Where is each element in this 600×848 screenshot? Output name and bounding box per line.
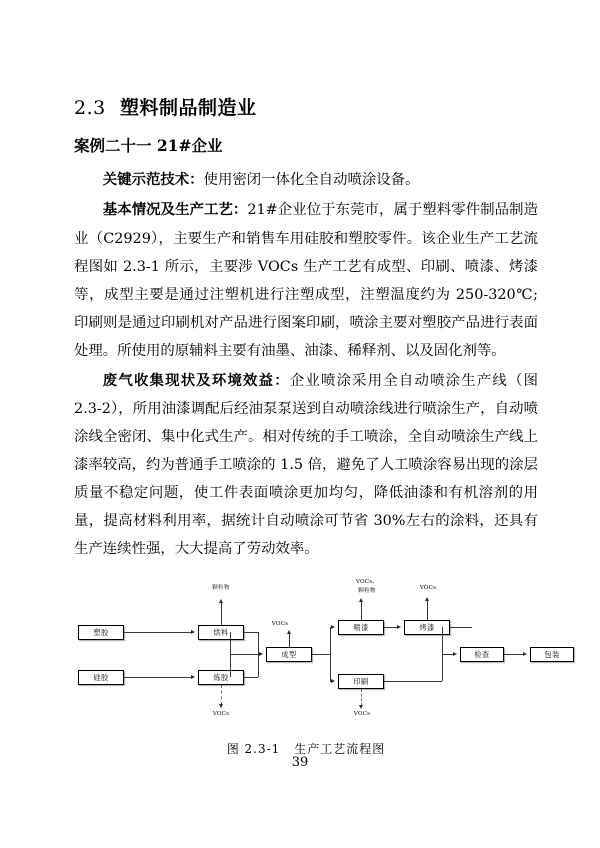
emission-label-printing: VOCs xyxy=(353,711,371,718)
edge-molding-out xyxy=(312,654,330,655)
arrowhead-inspect-packing xyxy=(523,652,527,656)
section-number: 2.3 xyxy=(74,97,106,119)
edge-baking-out xyxy=(450,627,472,628)
emission-label-baking: VOCs xyxy=(419,585,437,592)
emission-line-spray xyxy=(361,602,362,620)
paragraph-text-key-technology: 使用密闭一体化全自动喷涂设备。 xyxy=(203,172,420,189)
emission-line-molding xyxy=(289,634,290,647)
node-silicone: 硅胶 xyxy=(78,670,124,685)
emission-label-molding: VOCs xyxy=(271,621,289,628)
arrowhead-emission-molding xyxy=(287,630,291,634)
paragraph-key-technology xyxy=(74,166,538,194)
emission-label-drying: 颗粒物 xyxy=(212,585,230,592)
arrowhead-plastic-drying xyxy=(191,630,195,634)
node-packing: 包装 xyxy=(530,647,574,662)
arrowhead-silicone-mixing xyxy=(191,675,195,679)
edge-inspect-packing xyxy=(504,654,524,655)
emission-label-mixing: VOCs xyxy=(212,711,230,718)
edge-split-vertical xyxy=(330,627,331,681)
arrowhead-merge-molding xyxy=(259,652,263,656)
emission-label-spray-line1: VOCs、 xyxy=(355,579,379,586)
emission-dashed-mixing xyxy=(221,685,222,705)
section-heading xyxy=(74,96,538,121)
figure-caption-title: 生产工艺流程图 xyxy=(294,742,386,757)
emission-label-spray-line2: 颗粒物 xyxy=(358,588,376,595)
case-heading: 案例二十一 21#企业 xyxy=(74,135,223,155)
node-plastic: 塑胶 xyxy=(78,625,124,640)
figure-caption-number: 图 2.3-1 xyxy=(226,742,281,757)
arrowhead-spray-baking xyxy=(397,625,401,629)
edge-spray-baking xyxy=(384,627,398,628)
emission-dashed-printing xyxy=(361,689,362,706)
node-spray: 喷漆 xyxy=(338,620,384,635)
arrowhead-emission-baking xyxy=(425,597,429,601)
edge-merge-vertical xyxy=(230,632,231,677)
paragraph-exhaust-collection xyxy=(74,367,538,564)
node-inspect: 检查 xyxy=(460,647,504,662)
node-baking: 烤漆 xyxy=(404,620,450,635)
emission-line-baking xyxy=(427,601,428,620)
edge-silicone-mixing xyxy=(124,677,192,678)
node-drying: 烘料 xyxy=(198,625,244,640)
arrowhead-emission-mixing xyxy=(219,704,223,708)
arrowhead-split-printing xyxy=(331,679,335,683)
arrowhead-emission-spray xyxy=(359,598,363,602)
edge-drying-out xyxy=(244,632,258,633)
paragraph-basic-situation xyxy=(74,196,538,364)
emission-line-drying xyxy=(221,603,222,625)
arrowhead-emission-drying xyxy=(219,599,223,603)
paragraph-label-basic-situation: 基本情况及生产工艺： xyxy=(102,201,248,219)
paragraph-text-exhaust-collection: 企业喷涂采用全自动喷涂生产线（图 2.3-2），所用油漆调配后经油泵泵送到自动喷涂线进行喷涂生产，自动喷涂线全密闭、集中化式生产。相对传统的手工喷涂，全自动喷涂生产线上漆率较高，约为普通手工喷涂的 1.5 倍，避免了人工喷涂容易出现的涂层质量不稳定问题，使工件表面喷涂更加均匀，降低油漆和有机溶剂的用量，提高材料利用率，据统计自动喷涂可节省 30%左右的涂料，还具有生产连续性强，大大提高了劳动效率。 xyxy=(74,372,538,558)
node-mixing: 炼胶 xyxy=(198,670,244,685)
paragraph-text-basic-situation: 21#企业位于东莞市，属于塑料零件制品制造业（C2929），主要生产和销售车用硅胶和塑胶零件。该企业生产工艺流程图如 2.3-1 所示，主要涉 VOCs 生产工艺有成型、印刷、喷漆、烤漆等，成型主要是通过注塑机进行注塑成型，注塑温度约为 250-320℃; 印刷则是通过印刷机对产品进行图案印刷，喷涂主要对塑胶产品进行表面处理。所使用的原辅料主要有油墨、油漆、稀释剂、以及固化剂等。 xyxy=(74,202,538,359)
paragraph-label-exhaust-collection: 废气收集现状及环境效益： xyxy=(102,371,290,389)
edge-printing-out xyxy=(384,681,442,682)
arrowhead-converge-inspect xyxy=(453,652,457,656)
arrowhead-split-spray xyxy=(331,625,335,629)
page-number: 39 xyxy=(291,755,309,770)
edge-plastic-drying xyxy=(124,632,192,633)
edge-merge-to-molding xyxy=(230,654,260,655)
section-title: 塑料制品制造业 xyxy=(119,97,257,119)
node-molding: 成型 xyxy=(266,647,312,662)
paragraph-label-key-technology: 关键示范技术： xyxy=(102,171,204,189)
edge-mixing-out xyxy=(244,677,258,678)
figure-process-flow xyxy=(74,577,560,757)
arrowhead-emission-printing xyxy=(359,705,363,709)
flowchart xyxy=(70,577,560,722)
node-printing: 印刷 xyxy=(338,674,384,689)
